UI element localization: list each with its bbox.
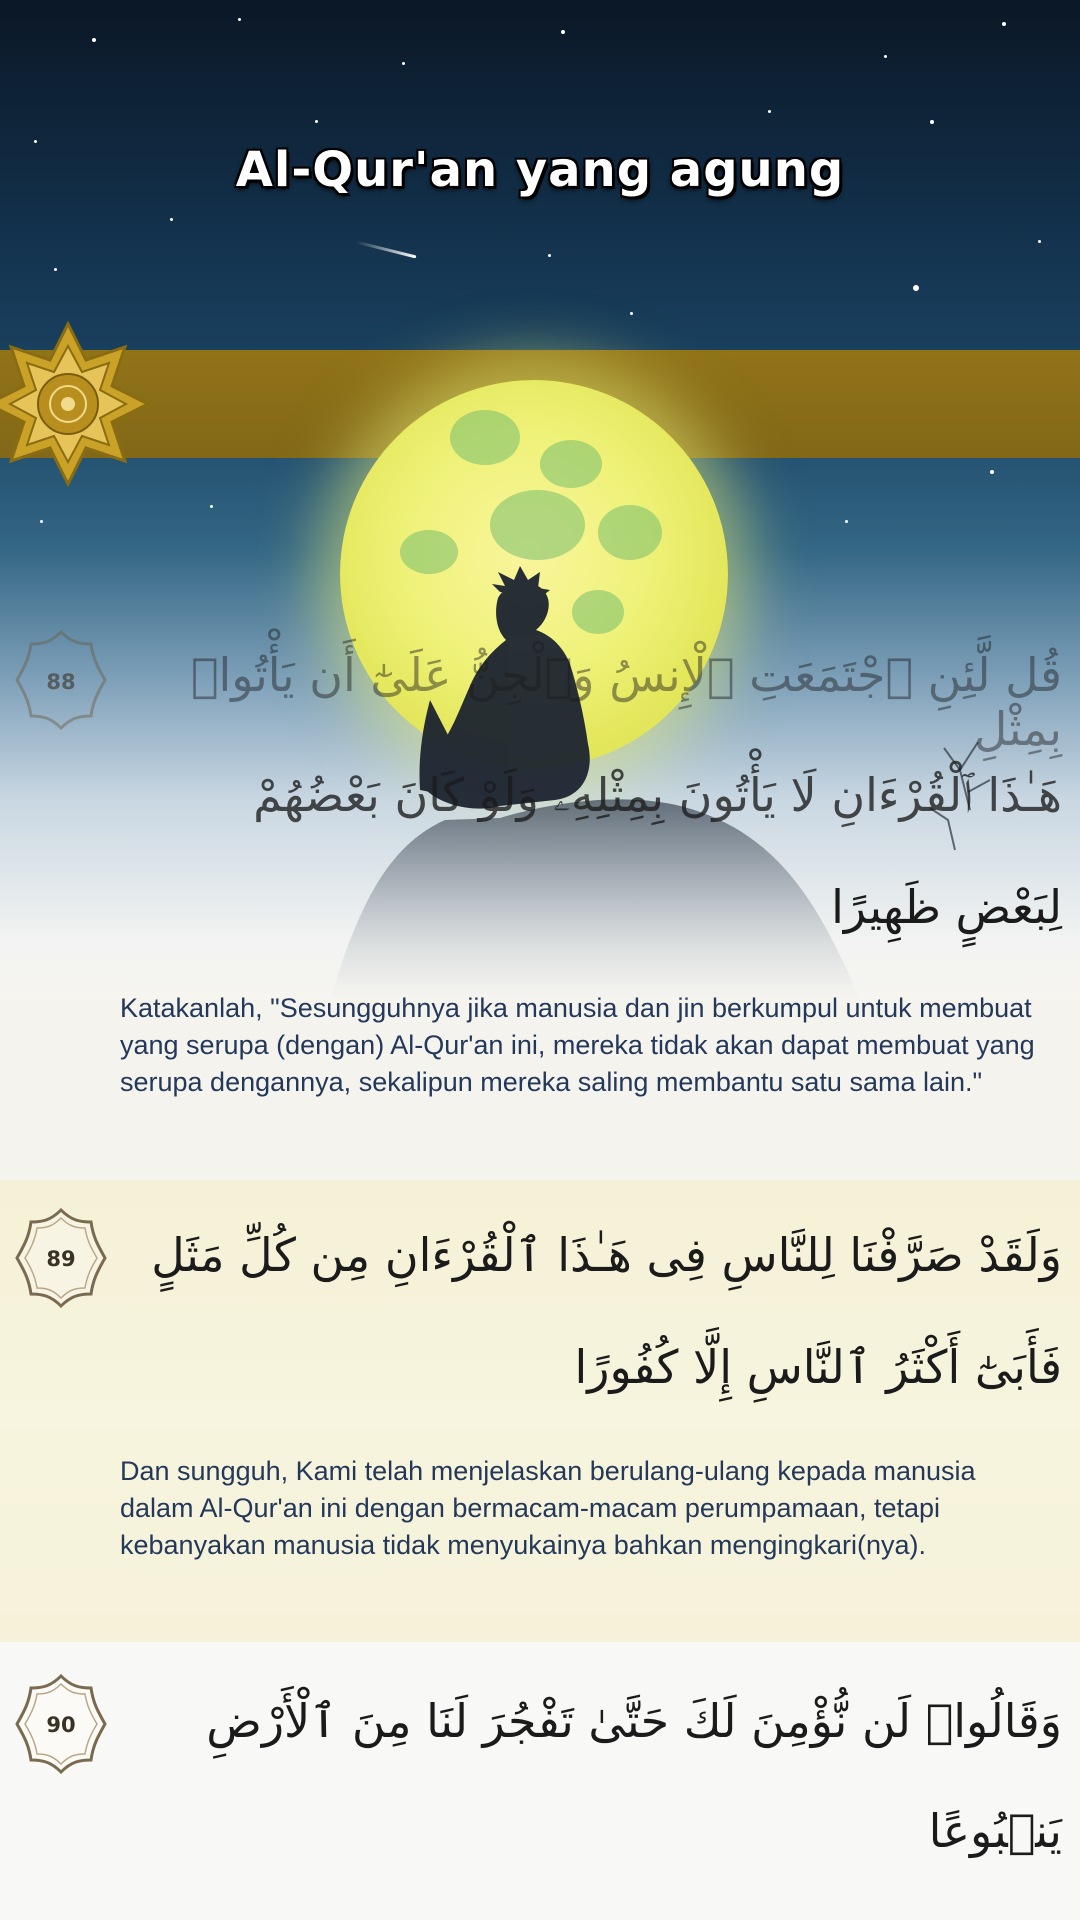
verse-88-translation: Katakanlah, "Sesungguhnya jika manusia dan jin berkumpul untuk membuat yang serupa (dengan) Al-Qur'an ini, mereka tidak akan dapat membuat yang serupa dengannya, sekalipun mereka saling membantu satu sama lain." <box>120 993 1035 1097</box>
verse-88-arabic-line-2: هَـٰذَا ٱلْقُرْءَانِ لَا يَأْتُونَ بِمِثْلِهِۦ وَلَوْ كَانَ بَعْضُهُمْ <box>253 768 1062 822</box>
verse-90-panel <box>0 1642 1080 1920</box>
verse-number: 88 <box>46 670 76 694</box>
gold-mandala-emblem-icon <box>0 318 156 488</box>
verse-number: 89 <box>46 1247 76 1271</box>
verse-89-arabic-line-1: وَلَقَدْ صَرَّفْنَا لِلنَّاسِ فِى هَـٰذَا ٱلْقُرْءَانِ مِن كُلِّ مَثَلٍ <box>151 1228 1062 1282</box>
verse-89-translation: Dan sungguh, Kami telah menjelaskan berulang-ulang kepada manusia dalam Al-Qur'an ini dengan bermacam-macam perumpamaan, tetapi kebanyakan manusia tidak menyukainya bahkan mengingkari(nya). <box>120 1456 976 1560</box>
verse-88-arabic-line-1: قُل لَّئِنِ ٱجْتَمَعَتِ ٱلْإِنسُ وَٱلْجِنُّ عَلَىٰٓ أَن يَأْتُوا۟ بِمِثْلِ <box>190 648 1062 756</box>
verse-90-arabic-line-1: وَقَالُوا۟ لَن نُّؤْمِنَ لَكَ حَتَّىٰ تَفْجُرَ لَنَا مِنَ ٱلْأَرْضِ <box>206 1694 1062 1748</box>
verse-88-arabic-line-3: لِبَعْضٍ ظَهِيرًا <box>831 880 1062 934</box>
page-title: Al-Qur'an yang agung <box>235 142 845 198</box>
verse-89-arabic-line-2: فَأَبَىٰٓ أَكْثَرُ ٱلنَّاسِ إِلَّا كُفُورًا <box>574 1340 1062 1394</box>
verse-number: 90 <box>46 1713 76 1737</box>
verse-90-arabic-line-2: يَنۢبُوعًا <box>928 1804 1062 1858</box>
